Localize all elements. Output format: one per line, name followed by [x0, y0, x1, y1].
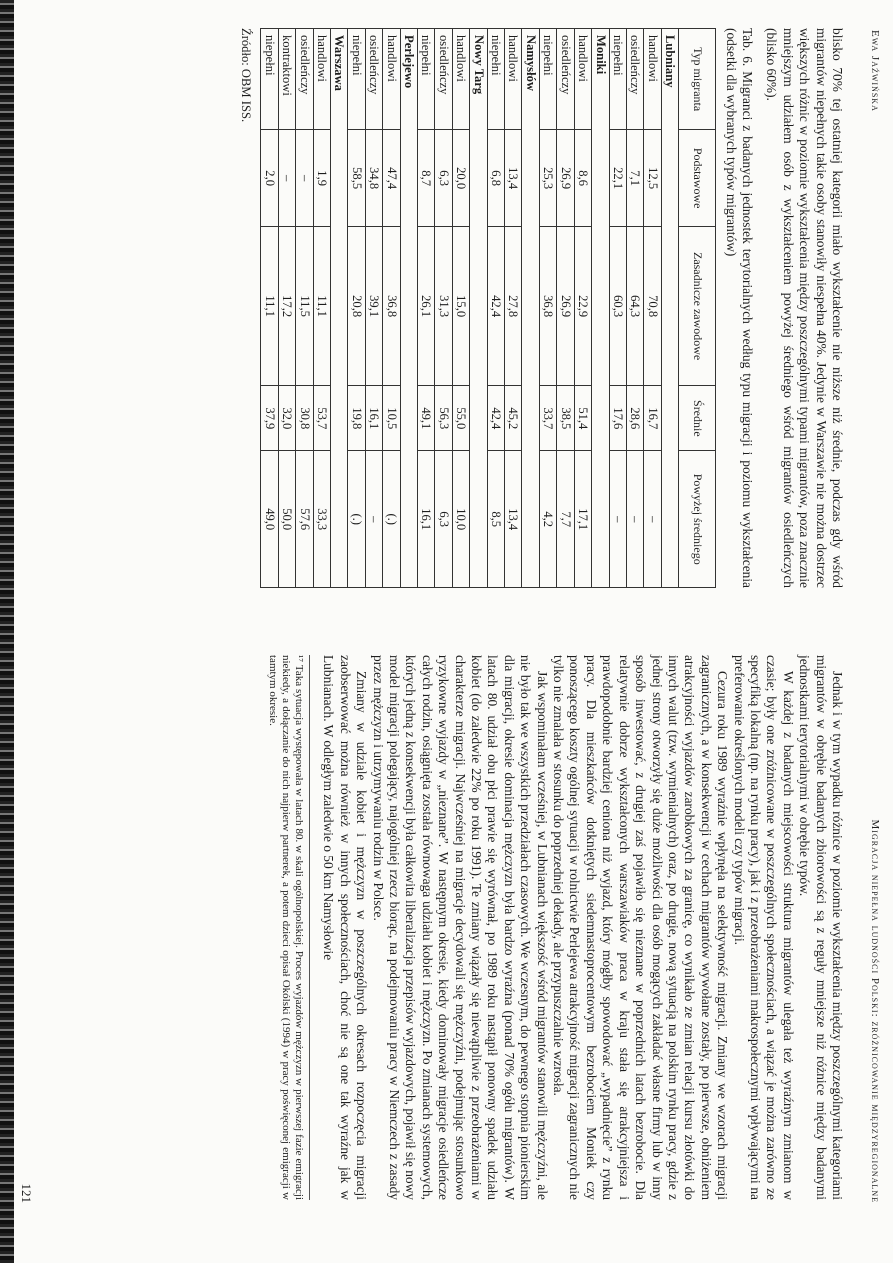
value-cell: 12,5: [644, 130, 661, 227]
migrant-type-cell: osiedleńczy: [296, 29, 313, 130]
value-cell: 20,0: [452, 130, 469, 227]
group-name: Moniki: [592, 29, 609, 588]
table-row: [435, 29, 452, 588]
value-cell: –: [296, 130, 313, 227]
group-name: Nowy Targ: [470, 29, 487, 588]
value-cell: 19,8: [348, 386, 365, 451]
running-header-author: Ewa Jaźwińska: [869, 30, 881, 112]
value-cell: 25,3: [539, 130, 556, 227]
table-header-row: [679, 29, 716, 588]
group-name: Namysłów: [522, 29, 539, 588]
value-cell: –: [644, 451, 661, 588]
value-cell: 15,0: [452, 227, 469, 386]
body-paragraph: Cezura roku 1989 wyraźnie wpłynęła na selektywność migracji. Zmiany we wzorach migracji zagranicznych, a w konsekwencji w cechach migrantów wywołane zostały, po pierwsze, obniżeniem atrakcyjności wyjazdów zarobkowych za granicę, co wynikało ze zmian relacji kursu złotówki do innych walut (tzw. wymienialnych) oraz, po drugie, nową sytuacją na polskim rynku pracy, gdzie z jednej strony otworzyły się duże możliwości dla osób mogących zakładać własne firmy lub w inny sposób inwestować, z drugiej zaś pojawiło się nieznane w poprzednich latach bezrobocie. Dla relatywnie dobrze wykształconych warszawiaków praca w kraju stała się atrakcyjniejsza i prawdopodobnie bardziej ceniona niż wyjazd, który mógłby spowodować „wypadnięcie” z rynku pracy. Dla mieszkańców dotkniętych siedemnastoprocentowym bezrobociem Moniek czy ponoszącego koszty ogólnej sytuacji w rolnictwie Perlejewa atrakcyjność migracji zagranicznych nie tylko nie zmalała w stosunku do poprzedniej dekady, ale przypuszczalnie wzrosła.: [551, 655, 731, 1200]
group-name: Perlejewo: [400, 29, 417, 588]
value-cell: 2,0: [261, 130, 278, 227]
value-cell: 33,3: [313, 451, 330, 588]
table-group-row: [522, 29, 539, 588]
table-source: Źródło: OBM ISS.: [239, 28, 254, 123]
value-cell: –: [609, 451, 626, 588]
education-table: [260, 28, 716, 588]
table-caption: Tab. 6. Migranci z badanych jednostek terytorialnych według typu migracji i poziomu wykształcenia (odsetki dla wybranych typów migrantów): [723, 28, 755, 588]
value-cell: 30,8: [296, 386, 313, 451]
table-row: [261, 29, 278, 588]
right-column: [266, 655, 845, 1200]
value-cell: 26,1: [418, 227, 435, 386]
value-cell: –: [626, 451, 643, 588]
value-cell: 31,3: [435, 227, 452, 386]
migrant-type-cell: handlowi: [505, 29, 522, 130]
table-row: [365, 29, 382, 588]
value-cell: 6,3: [435, 451, 452, 588]
table-row: [487, 29, 504, 588]
table-row: [418, 29, 435, 588]
table-row: [557, 29, 574, 588]
value-cell: 7,1: [626, 130, 643, 227]
body-text: [320, 655, 845, 1200]
value-cell: (.): [348, 451, 365, 588]
table-body: [261, 29, 679, 588]
value-cell: 50,0: [278, 451, 295, 588]
value-cell: 22,9: [574, 227, 591, 386]
column-header: Powyżej średniego: [679, 451, 716, 588]
body-paragraph: Zmiany w udziale kobiet i mężczyzn w poszczególnych okresach rozpoczęcia migracji zaobserwować można również w innych społecznościach, choć nie są one tak wyraźne jak w Lubnianach. W odległym zaledwie o 50 km Namysłowie: [321, 655, 370, 1200]
value-cell: 58,5: [348, 130, 365, 227]
table-group-row: [592, 29, 609, 588]
table-group-row: [331, 29, 348, 588]
value-cell: 47,4: [383, 130, 400, 227]
value-cell: 57,6: [296, 451, 313, 588]
body-paragraph: Jednak i w tym wypadku różnice w poziomie wykształcenia między poszczególnymi kategoriami migrantów w obrębie badanych zbiorowości są z reguły mniejsze niż różnice między badanymi jednostkami terytorialnymi w obrębie typów.: [797, 655, 845, 1200]
value-cell: 49,1: [418, 386, 435, 451]
value-cell: 6,3: [435, 130, 452, 227]
table-group-row: [470, 29, 487, 588]
value-cell: 27,8: [505, 227, 522, 386]
group-name: Warszawa: [331, 29, 348, 588]
migrant-type-cell: niepełni: [487, 29, 504, 130]
migrant-type-cell: osiedleńczy: [626, 29, 643, 130]
body-paragraph: W każdej z badanych miejscowości struktura migrantów ulegała też wyraźnym zmianom w czasie; były one zróżnicowane w poszczególnych społecznościach, a wiązać je można zarówno ze specyfiką lokalną (np. na rynku pracy), jak i z przeobrażeniami makrospołecznymi wpływającymi na preferowanie określonych modeli czy typów migracji.: [731, 655, 796, 1200]
migrant-type-cell: handlowi: [383, 29, 400, 130]
value-cell: 70,8: [644, 227, 661, 386]
migrant-type-cell: osiedleńczy: [435, 29, 452, 130]
table-row: [505, 29, 522, 588]
footnote: ¹⁷ Taka sytuacja występowała w latach 80. w skali ogólnopolskiej. Proces wyjazdów mężczyzn w pierwszej fazie emigracji niekiedy, a dołączanie do nich najpierw partnerek, a potem dzieci opisał Okólski (1994) w pracy poświęconej emigracji w tamtym okresie.: [266, 655, 310, 1200]
table-group-row: [400, 29, 417, 588]
column-header: Podstawowe: [679, 130, 716, 227]
value-cell: 7,7: [557, 451, 574, 588]
column-header: Typ migranta: [679, 29, 716, 130]
table-row: [574, 29, 591, 588]
value-cell: 13,4: [505, 130, 522, 227]
value-cell: 42,4: [487, 227, 504, 386]
value-cell: (.): [383, 451, 400, 588]
value-cell: 33,7: [539, 386, 556, 451]
migrant-type-cell: handlowi: [574, 29, 591, 130]
value-cell: 8,5: [487, 451, 504, 588]
value-cell: 17,6: [609, 386, 626, 451]
running-header-title: Migracja niepełna ludności Polski: zróżnicowanie międzyregionalne: [869, 819, 881, 1203]
value-cell: 16,7: [644, 386, 661, 451]
page-number: 121: [19, 1183, 34, 1203]
body-paragraph: Jak wspominałam wcześniej, w Lubnianach większość wśród migrantów stanowili mężczyźni, ale nie było tak we wszystkich przedziałach czasowych. We wczesnym, do pewnego stopnia pionierskim dla migracji, okresie dominacja mężczyzn była bardzo wyraźna (ponad 70% ogółu migrantów). W latach 80. udział obu płci prawie się wyrównał, po 1989 roku nastąpił ponowny spadek udziału kobiet (do zaledwie 22% po roku 1991). Te zmiany wiązały się niewątpliwie z przeobrażeniami w charakterze migracji. Najwcześniej na migracje decydowali się mężczyźni, podejmując stosunkowo ryzykowne wyjazdy w „nieznane”. W następnym okresie, kiedy dominowały migracje osiedleńcze całych rodzin, osiągnięta została równowaga udziału kobiet i mężczyzn. Po zmianach systemowych, których jedną z konsekwencji była całkowita liberalizacja przepisów wyjazdowych, pojawił się nowy model migracji polegający, najogólniej rzecz biorąc, na podejmowaniu pracy w Niemczech z zasady przez mężczyzn i utrzymywaniu rodzin w Polsce.: [370, 655, 550, 1200]
value-cell: 64,3: [626, 227, 643, 386]
table-row: [609, 29, 626, 588]
migrant-type-cell: kontraktowi: [278, 29, 295, 130]
table-row: [383, 29, 400, 588]
value-cell: –: [365, 451, 382, 588]
value-cell: –: [278, 130, 295, 227]
value-cell: 10,0: [452, 451, 469, 588]
table-row: [278, 29, 295, 588]
migrant-type-cell: handlowi: [313, 29, 330, 130]
value-cell: 6,8: [487, 130, 504, 227]
value-cell: 53,7: [313, 386, 330, 451]
migrant-type-cell: niepełni: [261, 29, 278, 130]
table-row: [626, 29, 643, 588]
value-cell: 28,6: [626, 386, 643, 451]
table-row: [348, 29, 365, 588]
value-cell: 22,1: [609, 130, 626, 227]
value-cell: 37,9: [261, 386, 278, 451]
value-cell: 26,9: [557, 227, 574, 386]
value-cell: 60,3: [609, 227, 626, 386]
value-cell: 36,8: [539, 227, 556, 386]
value-cell: 1,9: [313, 130, 330, 227]
scan-edge-strip: [0, 0, 14, 1263]
group-name: Lubniany: [661, 29, 678, 588]
value-cell: 11,1: [261, 227, 278, 386]
table-row: [539, 29, 556, 588]
migrant-type-cell: niepełni: [418, 29, 435, 130]
migrant-type-cell: handlowi: [452, 29, 469, 130]
value-cell: 36,8: [383, 227, 400, 386]
intro-paragraph: blisko 70% tej ostatniej kategorii miało wykształcenie nie niższe niż średnie, podczas gdy wśród migrantów niepełnych takie osoby stanowiły niespełna 40%. Jedynie w Warszawie nie można dostrzec większych różnic w poziomie wykształcenia między poszczególnymi typami migrantów, poza znacznie mniejszym udziałem osób z wykształceniem powyżej średniego wśród migrantów osiedleńczych (blisko 60%).: [764, 28, 845, 588]
value-cell: 56,3: [435, 386, 452, 451]
value-cell: 16,1: [418, 451, 435, 588]
value-cell: 45,2: [505, 386, 522, 451]
value-cell: 17,2: [278, 227, 295, 386]
left-column: [238, 28, 845, 588]
value-cell: 17,1: [574, 451, 591, 588]
migrant-type-cell: handlowi: [644, 29, 661, 130]
migrant-type-cell: niepełni: [348, 29, 365, 130]
value-cell: 42,4: [487, 386, 504, 451]
migrant-type-cell: niepełni: [609, 29, 626, 130]
value-cell: 10,5: [383, 386, 400, 451]
column-header: Zasadnicze zawodowe: [679, 227, 716, 386]
table-row: [313, 29, 330, 588]
column-header: Średnie: [679, 386, 716, 451]
value-cell: 26,9: [557, 130, 574, 227]
value-cell: 8,6: [574, 130, 591, 227]
value-cell: 11,1: [313, 227, 330, 386]
value-cell: 8,7: [418, 130, 435, 227]
table-row: [452, 29, 469, 588]
table-group-row: [661, 29, 678, 588]
value-cell: 11,5: [296, 227, 313, 386]
value-cell: 13,4: [505, 451, 522, 588]
migrant-type-cell: osiedleńczy: [557, 29, 574, 130]
value-cell: 39,1: [365, 227, 382, 386]
table-row: [296, 29, 313, 588]
value-cell: 16,1: [365, 386, 382, 451]
value-cell: 4,2: [539, 451, 556, 588]
value-cell: 55,0: [452, 386, 469, 451]
value-cell: 34,8: [365, 130, 382, 227]
value-cell: 20,8: [348, 227, 365, 386]
value-cell: 38,5: [557, 386, 574, 451]
value-cell: 51,4: [574, 386, 591, 451]
table-row: [644, 29, 661, 588]
migrant-type-cell: niepełni: [539, 29, 556, 130]
value-cell: 32,0: [278, 386, 295, 451]
migrant-type-cell: osiedleńczy: [365, 29, 382, 130]
value-cell: 49,0: [261, 451, 278, 588]
